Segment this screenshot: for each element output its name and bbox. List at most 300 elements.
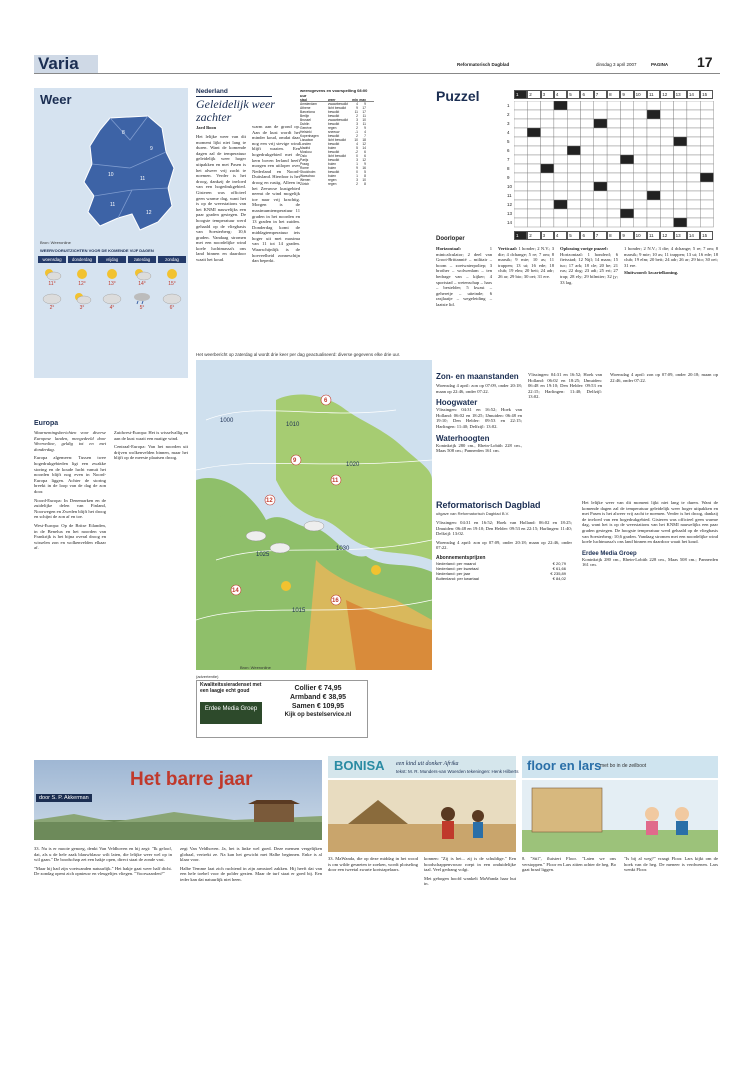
crossword-cell[interactable] xyxy=(554,110,567,119)
crossword-cell[interactable] xyxy=(581,164,594,173)
crossword-cell[interactable] xyxy=(527,101,540,110)
puzzle-number-cell: 2 xyxy=(527,231,540,240)
crossword-cell[interactable] xyxy=(700,218,713,227)
crossword-cell[interactable] xyxy=(620,137,633,146)
crossword-cell[interactable] xyxy=(514,101,527,110)
table-row: Helsinki sneeuw -1 4 xyxy=(300,130,366,134)
crossword-cell[interactable] xyxy=(700,128,713,137)
crossword-cell[interactable] xyxy=(607,110,620,119)
crossword-cell[interactable] xyxy=(674,101,687,110)
city-temp: 6 xyxy=(324,398,328,404)
crossword-cell[interactable] xyxy=(647,191,660,200)
cloud-icon xyxy=(41,291,63,305)
crossword-cell[interactable] xyxy=(594,137,607,146)
table-row: Londen bewolkt 4 12 xyxy=(300,142,366,146)
crossword-cell[interactable] xyxy=(554,191,567,200)
crossword-cell[interactable] xyxy=(527,182,540,191)
crossword-cell[interactable] xyxy=(634,146,647,155)
crossword-cell[interactable] xyxy=(514,164,527,173)
crossword-cell[interactable] xyxy=(527,191,540,200)
crossword-cell[interactable] xyxy=(554,137,567,146)
crossword-cell[interactable] xyxy=(554,209,567,218)
crossword-cell[interactable] xyxy=(514,173,527,182)
crossword-cell[interactable] xyxy=(634,119,647,128)
crossword-cell[interactable] xyxy=(541,218,554,227)
article-text: Het lelijke weer van dit moment lijkt niet lang te duren. Want de komende dagen zal de temperatuur geleidelijk weer hoger uitpakken en met Pasen is het alweer vrij zacht te noemen. Verder is het droog, dankzij de invloed van een hogedrukgebied. Gisteren was officieel geen warme dag, want het is op de weerstations van het KNMI nauwelijks een paar graden gestegen. De hoogste temperatuur werd gehaald op de vliegbasis van Soesterberg: 10,6 graden. Vandaag stromen met een noordelijke wind koele luchtmassa's ons land binnen en daardoor waait het koud. xyxy=(196,134,246,263)
crossword-cell[interactable] xyxy=(514,128,527,137)
weather-title: Weer xyxy=(40,92,72,107)
crossword-cell[interactable] xyxy=(581,110,594,119)
crossword-cell[interactable] xyxy=(660,209,673,218)
waterhoogten-title: Waterhoogten xyxy=(436,433,490,443)
crossword-cell[interactable] xyxy=(567,119,580,128)
crossword-cell[interactable] xyxy=(700,200,713,209)
crossword-cell[interactable] xyxy=(674,182,687,191)
crossword-cell[interactable] xyxy=(567,164,580,173)
crossword-cell[interactable] xyxy=(687,200,700,209)
crossword-cell[interactable] xyxy=(554,200,567,209)
crossword-cell[interactable] xyxy=(527,119,540,128)
crossword-cell[interactable] xyxy=(674,209,687,218)
crossword-cell[interactable] xyxy=(687,191,700,200)
crossword-cell[interactable] xyxy=(660,200,673,209)
crossword-cell[interactable] xyxy=(541,110,554,119)
crossword-cell[interactable] xyxy=(594,164,607,173)
crossword-cell[interactable] xyxy=(700,155,713,164)
crossword-cell[interactable] xyxy=(541,155,554,164)
crossword-cell[interactable] xyxy=(687,110,700,119)
city-temp: 9 xyxy=(293,458,297,464)
crossword-cell[interactable] xyxy=(581,146,594,155)
crossword-cell[interactable] xyxy=(634,128,647,137)
crossword-cell[interactable] xyxy=(674,119,687,128)
crossword-cell[interactable] xyxy=(554,164,567,173)
crossword-cell[interactable] xyxy=(581,191,594,200)
crossword-cell[interactable] xyxy=(554,101,567,110)
crossword-cell[interactable] xyxy=(647,146,660,155)
puzzle-number-cell: 14 xyxy=(687,90,700,99)
crossword-cell[interactable] xyxy=(527,146,540,155)
crossword-cell[interactable] xyxy=(607,128,620,137)
crossword-cell[interactable] xyxy=(527,209,540,218)
crossword-cell[interactable] xyxy=(594,155,607,164)
crossword-cell[interactable] xyxy=(541,164,554,173)
crossword-cell[interactable] xyxy=(594,209,607,218)
colofon-column-2 xyxy=(582,500,718,568)
table-row: Brussel zwaarbewolkt 3 10 xyxy=(300,118,366,122)
puzzle-row-number: 6 xyxy=(507,148,510,153)
crossword-cell[interactable] xyxy=(620,146,633,155)
crossword-cell[interactable] xyxy=(514,191,527,200)
comic-text-column: zegt Van Veldhoven. Ja, het is linke wel goed. Deze mensen vergelijken globaal, vertrekt ze. Na kan het gewicht met Halbe beginnen. Enke is al klaar voor. Halbe Temme laat zich ruchtend in zijn armstoel zakken. Hij heeft dat van een hele toebel voor de polder gezien. Maar de turf staat er goed bij. Een ieder kan dat natuurlijk niet heen. xyxy=(180,846,322,882)
crossword-cell[interactable] xyxy=(620,101,633,110)
crossword-cell[interactable] xyxy=(567,101,580,110)
crossword-cell[interactable] xyxy=(594,101,607,110)
puzzle-number-cell: 7 xyxy=(594,231,607,240)
crossword-cell[interactable] xyxy=(567,137,580,146)
comic-title: Het barre jaar xyxy=(130,769,253,790)
europa-paragraph: Noord-Europa: In Denemarken en de zuidelijke delen van Finland, Noorwegen en Zweden blijft het droog en schijnt de zon af en toe. xyxy=(34,497,106,520)
crossword-cell[interactable] xyxy=(620,173,633,182)
crossword-cell[interactable] xyxy=(674,128,687,137)
crossword-cell[interactable] xyxy=(607,155,620,164)
crossword-cell[interactable] xyxy=(660,182,673,191)
puzzle-number-cell: 9 xyxy=(620,90,633,99)
crossword-cell[interactable] xyxy=(554,119,567,128)
puzzle-number-cell: 9 xyxy=(620,231,633,240)
crossword-cell[interactable] xyxy=(620,110,633,119)
crossword-cell[interactable] xyxy=(527,110,540,119)
crossword-cell[interactable] xyxy=(514,155,527,164)
crossword-cell[interactable] xyxy=(674,137,687,146)
puzzle-row-number: 12 xyxy=(507,202,513,207)
puzzle-number-row xyxy=(514,231,713,240)
crossword-cell[interactable] xyxy=(554,218,567,227)
crossword-cell[interactable] xyxy=(607,182,620,191)
crossword-cell[interactable] xyxy=(620,209,633,218)
crossword-cell[interactable] xyxy=(567,191,580,200)
sun-moon-text: Woensdag 4 april: zon op 07:09, onder 20:18; maan op 22:46, onder 07:22. xyxy=(436,383,522,394)
crossword-cell[interactable] xyxy=(700,137,713,146)
city-temp: 12 xyxy=(266,498,273,504)
colofon-text: Het lelijke weer van dit moment lijkt niet lang te duren. Want de komende dagen zal de temperatuur geleidelijk weer hoger uitpakken en met Pasen is het alweer vrij zacht te noemen. Verder is het droog, dankzij de invloed van een hogedrukgebied. Gisteren was officieel geen warme dag, want het is op de weerstations van het KNMI nauwelijks een paar graden gestegen. De hoogste temperatuur werd gehaald op de vliegbasis van Soesterberg: 10,6 graden. Vandaag stromen met een noordelijke wind koele luchtmassa's ons land binnen en daardoor waait het koud. xyxy=(582,500,718,545)
svg-text:11: 11 xyxy=(140,176,146,182)
crossword-cell[interactable] xyxy=(541,146,554,155)
svg-text:11: 11 xyxy=(110,202,116,208)
forecast-day-label: zaterdag xyxy=(128,256,156,263)
crossword-cell[interactable] xyxy=(634,182,647,191)
ad-cta[interactable]: Kijk op bestelservice.nl xyxy=(284,712,352,718)
cloud-sun-icon xyxy=(71,291,93,305)
crossword-cell[interactable] xyxy=(514,218,527,227)
puzzle-number-cell: 5 xyxy=(567,90,580,99)
crossword-cell[interactable] xyxy=(634,173,647,182)
crossword-cell[interactable] xyxy=(620,164,633,173)
puzzle-number-cell: 2 xyxy=(527,90,540,99)
crossword-cell[interactable] xyxy=(607,101,620,110)
crossword-cell[interactable] xyxy=(567,218,580,227)
ad-brand: Kwaliteitssieradenset met een laagje echt goud xyxy=(200,682,262,694)
crossword-cell[interactable] xyxy=(634,137,647,146)
crossword-cell[interactable] xyxy=(581,128,594,137)
crossword-cell[interactable] xyxy=(607,209,620,218)
crossword-cell[interactable] xyxy=(607,119,620,128)
crossword-cell[interactable] xyxy=(607,173,620,182)
crossword-cell[interactable] xyxy=(541,101,554,110)
crossword-cell[interactable] xyxy=(687,209,700,218)
crossword-cell[interactable] xyxy=(607,200,620,209)
colofon-subtitle: uitgave van Reformatorisch Dagblad B.V. xyxy=(436,511,510,516)
crossword-cell[interactable] xyxy=(647,101,660,110)
crossword-cell[interactable] xyxy=(660,110,673,119)
crossword-cell[interactable] xyxy=(541,173,554,182)
puzzle-solution xyxy=(624,246,718,276)
crossword-cell[interactable] xyxy=(554,155,567,164)
crossword-cell[interactable] xyxy=(674,164,687,173)
crossword-cell[interactable] xyxy=(634,209,647,218)
crossword-cell[interactable] xyxy=(660,218,673,227)
paper-name: Reformatorisch Dagblad xyxy=(457,62,510,67)
crossword-cell[interactable] xyxy=(594,191,607,200)
crossword-cell[interactable] xyxy=(647,164,660,173)
article-column xyxy=(196,134,246,263)
crossword-cell[interactable] xyxy=(594,119,607,128)
puzzle-number-cell: 11 xyxy=(647,231,660,240)
crossword-cell[interactable] xyxy=(634,218,647,227)
crossword-cell[interactable] xyxy=(581,182,594,191)
crossword-cell[interactable] xyxy=(581,119,594,128)
crossword-cell[interactable] xyxy=(647,128,660,137)
crossword-cell[interactable] xyxy=(527,128,540,137)
crossword-cell[interactable] xyxy=(567,128,580,137)
crossword-cell[interactable] xyxy=(514,119,527,128)
crossword-cell[interactable] xyxy=(594,146,607,155)
comic-authors: tekst: M. R. Munders-van Woerden tekeningen: Henk Hilberts xyxy=(396,769,519,774)
crossword-cell[interactable] xyxy=(594,200,607,209)
crossword-grid[interactable] xyxy=(514,101,714,229)
colofon-text: Vlissingen: 04:31 en 16:52; Hoek van Holland: 06:02 en 18:25; IJmuiden: 06:48 en 19:10; Den Helder: 09:53 en 22:15; Harlingen: 11:40; Delfzijl: 13:02. xyxy=(436,520,572,537)
crossword-cell[interactable] xyxy=(700,146,713,155)
table-row: Stockholm bewolkt 0 5 xyxy=(300,170,366,174)
crossword-cell[interactable] xyxy=(514,209,527,218)
crossword-cell[interactable] xyxy=(541,182,554,191)
price-row: Buitenland: per kwartaal € 84,02 xyxy=(436,575,566,581)
crossword-cell[interactable] xyxy=(514,110,527,119)
puzzle-number-cell: 3 xyxy=(541,90,554,99)
crossword-cell[interactable] xyxy=(581,200,594,209)
crossword-cell[interactable] xyxy=(660,173,673,182)
comic-landscape xyxy=(34,800,322,840)
crossword-cell[interactable] xyxy=(620,191,633,200)
crossword-cell[interactable] xyxy=(687,137,700,146)
sun-moon-title: Zon- en maanstanden xyxy=(436,372,519,381)
puzzle-number-cell: 12 xyxy=(660,90,673,99)
table-row: Madrid buien 5 14 xyxy=(300,146,366,150)
table-row: Genève regen 2 9 xyxy=(300,126,366,130)
crossword-cell[interactable] xyxy=(647,137,660,146)
puzzle-solution: Oplossing vorige puzzel: Horizontaal: 1 honderd; 6 fietsstad; 12 Nijl; 14 maas; 15 tuc; 17 ark; 18 cle; 20 be; 21 rus; 22 dog; 23 adi; 25 eri; 27 trap; 28 ely; 29 bilmtier; 32 jy; 33 lag. xyxy=(560,246,618,285)
crossword-cell[interactable] xyxy=(660,137,673,146)
crossword-cell[interactable] xyxy=(660,119,673,128)
crossword-cell[interactable] xyxy=(634,191,647,200)
crossword-cell[interactable] xyxy=(567,182,580,191)
crossword-cell[interactable] xyxy=(527,200,540,209)
crossword-cell[interactable] xyxy=(674,218,687,227)
crossword-cell[interactable] xyxy=(647,209,660,218)
crossword-cell[interactable] xyxy=(567,173,580,182)
crossword-cell[interactable] xyxy=(607,146,620,155)
crossword-cell[interactable] xyxy=(514,182,527,191)
crossword-cell[interactable] xyxy=(620,119,633,128)
crossword-cell[interactable] xyxy=(660,191,673,200)
table-header: stad weer min max xyxy=(300,98,374,102)
puzzle-row-number: 9 xyxy=(507,175,510,180)
crossword-cell[interactable] xyxy=(700,164,713,173)
ad-logo: Erdee Media Groep xyxy=(200,702,262,724)
crossword-cell[interactable] xyxy=(620,218,633,227)
crossword-cell[interactable] xyxy=(700,173,713,182)
crossword-cell[interactable] xyxy=(541,128,554,137)
puzzle-number-cell: 1 xyxy=(514,90,527,99)
crossword-cell[interactable] xyxy=(647,119,660,128)
crossword-cell[interactable] xyxy=(594,110,607,119)
crossword-cell[interactable] xyxy=(594,173,607,182)
crossword-cell[interactable] xyxy=(687,155,700,164)
puzzle-number-cell: 7 xyxy=(594,90,607,99)
puzzle-row-number: 1 xyxy=(507,103,510,108)
crossword-cell[interactable] xyxy=(620,128,633,137)
crossword-cell[interactable] xyxy=(647,155,660,164)
crossword-cell[interactable] xyxy=(700,191,713,200)
crossword-cell[interactable] xyxy=(660,155,673,164)
isobar-label: 1030 xyxy=(336,546,350,552)
crossword-cell[interactable] xyxy=(607,191,620,200)
puzzle-number-cell: 8 xyxy=(607,231,620,240)
crossword-cell[interactable] xyxy=(674,110,687,119)
crossword-cell[interactable] xyxy=(620,182,633,191)
crossword-cell[interactable] xyxy=(541,191,554,200)
crossword-cell[interactable] xyxy=(647,218,660,227)
crossword-cell[interactable] xyxy=(527,173,540,182)
crossword-cell[interactable] xyxy=(541,137,554,146)
crossword-cell[interactable] xyxy=(620,200,633,209)
puzzle-number-cell: 10 xyxy=(634,90,647,99)
svg-text:10: 10 xyxy=(108,172,114,178)
crossword-cell[interactable] xyxy=(647,173,660,182)
crossword-cell[interactable] xyxy=(687,173,700,182)
price-table xyxy=(436,561,572,581)
crossword-cell[interactable] xyxy=(700,209,713,218)
crossword-cell[interactable] xyxy=(594,182,607,191)
price-row: Nederland: per kwartaal € 61,66 xyxy=(436,565,566,571)
solution-verticaal: 1 honder; 2 N.V.; 3 die; 4 dchange; 5 re; 7 om; 8 marsik; 9 mie; 10 as; 11 trappen; 13 ui; 16 ede; 18 club; 19 elm; 20 beit; 24 adr; 26 ar; 29 bio; 30 oei; 31 ere. xyxy=(624,246,718,268)
comic-author: door S. P. Akkerman xyxy=(36,794,92,802)
crossword-cell[interactable] xyxy=(567,209,580,218)
crossword-cell[interactable] xyxy=(514,146,527,155)
crossword-cell[interactable] xyxy=(567,200,580,209)
crossword-cell[interactable] xyxy=(687,128,700,137)
crossword-cell[interactable] xyxy=(607,164,620,173)
forecast-day-label: donderdag xyxy=(68,256,96,263)
crossword-cell[interactable] xyxy=(634,110,647,119)
crossword-cell[interactable] xyxy=(607,218,620,227)
crossword-cell[interactable] xyxy=(660,101,673,110)
puzzle-row-number: 8 xyxy=(507,166,510,171)
crossword-cell[interactable] xyxy=(620,155,633,164)
forecast-day: woensdag 11° 2° xyxy=(38,256,66,374)
puzzle-number-cell: 3 xyxy=(541,231,554,240)
crossword-cell[interactable] xyxy=(581,101,594,110)
puzzle-number-cell: 6 xyxy=(580,90,593,99)
crossword-cell[interactable] xyxy=(647,200,660,209)
crossword-cell[interactable] xyxy=(674,155,687,164)
crossword-cell[interactable] xyxy=(687,218,700,227)
crossword-cell[interactable] xyxy=(660,146,673,155)
crossword-cell[interactable] xyxy=(554,182,567,191)
puzzle-number-cell: 15 xyxy=(700,90,713,99)
price-row: Nederland: per jaar € 235,89 xyxy=(436,570,566,576)
crossword-cell[interactable] xyxy=(567,155,580,164)
section-title: Varia xyxy=(34,55,98,73)
sun-moon-column-2 xyxy=(528,372,602,400)
crossword-cell[interactable] xyxy=(514,137,527,146)
comic-panel xyxy=(522,780,718,852)
crossword-cell[interactable] xyxy=(554,146,567,155)
issue-date: dinsdag 3 april 2007 xyxy=(596,62,637,67)
isobar-label: 1010 xyxy=(286,422,300,428)
europa-paragraph: West-Europa: Op de Britse Eilanden, in de Benelux en het noorden van Frankrijk is het bijna overal droog en wisselen zon en wolkenvelden elkaar af. xyxy=(34,522,106,551)
crossword-cell[interactable] xyxy=(527,155,540,164)
isobar-label: 1020 xyxy=(346,462,360,468)
comic-subtitle: met bo in de zeilboot xyxy=(600,763,647,769)
crossword-cell[interactable] xyxy=(581,137,594,146)
city-temp: 14 xyxy=(232,588,239,594)
crossword-cell[interactable] xyxy=(674,191,687,200)
crossword-cell[interactable] xyxy=(541,119,554,128)
city-temp: 16 xyxy=(332,598,339,604)
article-column xyxy=(252,124,300,264)
crossword-cell[interactable] xyxy=(634,101,647,110)
crossword-cell[interactable] xyxy=(687,164,700,173)
puzzle-number-cell: 4 xyxy=(554,231,567,240)
crossword-cell[interactable] xyxy=(700,182,713,191)
crossword-cell[interactable] xyxy=(634,164,647,173)
crossword-cell[interactable] xyxy=(541,200,554,209)
crossword-cell[interactable] xyxy=(527,164,540,173)
table-row: Athene licht bewolkt 9 17 xyxy=(300,106,366,110)
crossword-cell[interactable] xyxy=(527,137,540,146)
crossword-cell[interactable] xyxy=(687,101,700,110)
crossword-cell[interactable] xyxy=(514,200,527,209)
crossword-cell[interactable] xyxy=(647,110,660,119)
crossword-cell[interactable] xyxy=(674,200,687,209)
crossword-cell[interactable] xyxy=(567,110,580,119)
crossword-cell[interactable] xyxy=(567,146,580,155)
puzzle-row-number: 14 xyxy=(507,220,513,225)
crossword-cell[interactable] xyxy=(541,209,554,218)
comic-text-column: 8. "Stil", fluistert Floor. "Laten we ons verstoppen." Floor en Lars zitten achter de heg. Bo gaat braaf liggen. xyxy=(522,856,616,873)
ad-offer: Collier € 74,95 Armband € 38,95 Samen € 109,95 Kijk op bestelservice.nl xyxy=(270,684,366,720)
crossword-cell[interactable] xyxy=(581,209,594,218)
crossword-cell[interactable] xyxy=(594,128,607,137)
crossword-cell[interactable] xyxy=(647,182,660,191)
crossword-cell[interactable] xyxy=(660,128,673,137)
crossword-cell[interactable] xyxy=(527,218,540,227)
table-title: weerogevens en voorspelling 08:00 uur xyxy=(300,88,368,98)
crossword-cell[interactable] xyxy=(674,173,687,182)
crossword-cell[interactable] xyxy=(581,218,594,227)
crossword-cell[interactable] xyxy=(607,137,620,146)
crossword-cell[interactable] xyxy=(687,182,700,191)
crossword-cell[interactable] xyxy=(581,155,594,164)
crossword-cell[interactable] xyxy=(674,146,687,155)
crossword-cell[interactable] xyxy=(700,101,713,110)
erdee-title: Erdee Media Groep xyxy=(582,550,637,557)
crossword-cell[interactable] xyxy=(634,155,647,164)
forecast-day-label: vrijdag xyxy=(98,256,126,263)
crossword-cell[interactable] xyxy=(700,119,713,128)
crossword-cell[interactable] xyxy=(554,128,567,137)
crossword-cell[interactable] xyxy=(687,119,700,128)
crossword-cell[interactable] xyxy=(700,110,713,119)
crossword-cell[interactable] xyxy=(660,164,673,173)
crossword-cell[interactable] xyxy=(634,200,647,209)
crossword-cell[interactable] xyxy=(581,173,594,182)
sun-icon xyxy=(161,267,183,281)
crossword-cell[interactable] xyxy=(687,146,700,155)
crossword-cell[interactable] xyxy=(554,173,567,182)
crossword-cell[interactable] xyxy=(594,218,607,227)
